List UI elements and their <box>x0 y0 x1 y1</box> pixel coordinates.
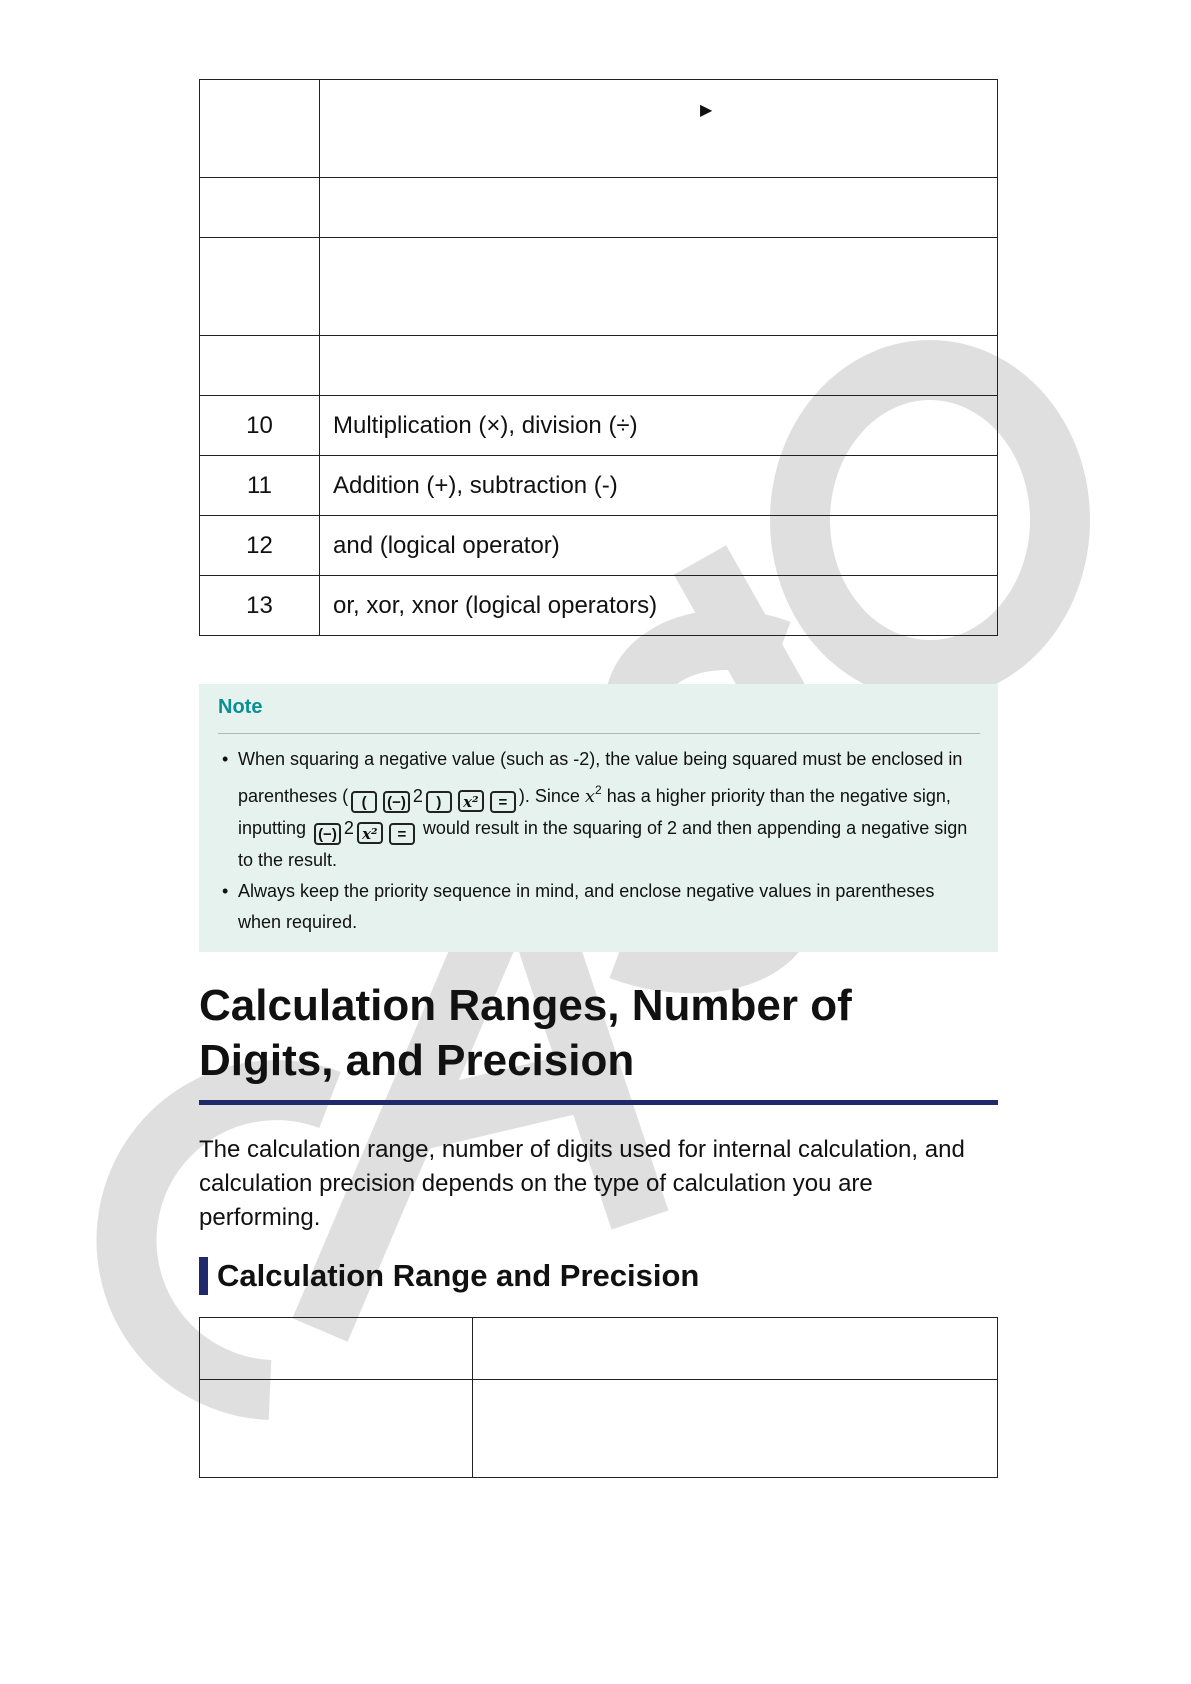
note-title: Note <box>218 696 263 718</box>
priority-number: 10 <box>200 396 320 456</box>
subsection-title: Calculation Range and Precision <box>199 1257 998 1295</box>
open-paren-key-icon: ( <box>351 791 377 813</box>
note-box <box>199 684 998 952</box>
bullet-icon: • <box>222 749 229 769</box>
note-list <box>218 744 980 938</box>
note-item: • When squaring a negative value (such as -2), the value being squared must be enclosed in parentheses ( ( (−) 2 ) x² = ). Since $x^2$ has a higher priority than the negative sign, inputting (−) 2 x² = would result in the squaring of 2 and then appending a negative sign to the result. <box>218 744 980 876</box>
table-row <box>200 396 998 456</box>
table-row <box>200 456 998 516</box>
range-table <box>199 1317 998 1478</box>
table-row <box>200 336 998 396</box>
exponent: 2 <box>595 783 602 797</box>
note-item: • Always keep the priority sequence in mind, and enclose negative values in parentheses when required. <box>218 876 980 938</box>
negative-key-icon: (−) <box>314 823 341 845</box>
table-row <box>200 516 998 576</box>
table-row <box>200 1318 998 1380</box>
section-title: Calculation Ranges, Number of Digits, and Precision <box>199 981 852 1085</box>
note-divider <box>218 733 980 734</box>
priority-description <box>320 178 998 238</box>
variable-x: x <box>584 786 596 807</box>
priority-number <box>200 336 320 396</box>
priority-description: and (logical operator) <box>320 516 998 576</box>
priority-number: 11 <box>200 456 320 516</box>
priority-description: Multiplication (×), division (÷) <box>320 396 998 456</box>
play-triangle-icon: ▶ <box>700 102 713 119</box>
section-title-underline <box>199 1100 998 1105</box>
range-label <box>200 1380 473 1478</box>
table-row <box>200 1380 998 1478</box>
priority-number <box>200 178 320 238</box>
priority-number <box>200 238 320 336</box>
section-intro: The calculation range, number of digits used for internal calculation, and calculation precision depends on the type of calculation you are performing. <box>199 1136 965 1231</box>
priority-number <box>200 80 320 178</box>
priority-description: Addition (+), subtraction (-) <box>320 456 998 516</box>
priority-table <box>199 79 998 636</box>
page-content <box>199 79 998 1478</box>
priority-description <box>320 80 998 178</box>
table-row <box>200 178 998 238</box>
square-key-icon: x² <box>357 822 383 844</box>
priority-description <box>320 336 998 396</box>
table-row <box>200 238 998 336</box>
range-label <box>200 1318 473 1380</box>
priority-number: 13 <box>200 576 320 636</box>
priority-number: 12 <box>200 516 320 576</box>
equals-key-icon: = <box>389 823 415 845</box>
negative-key-icon: (−) <box>383 791 410 813</box>
equals-key-icon: = <box>490 791 516 813</box>
bullet-icon: • <box>222 881 229 901</box>
close-paren-key-icon: ) <box>426 791 452 813</box>
priority-description <box>320 238 998 336</box>
table-row <box>200 80 998 178</box>
priority-description: or, xor, xnor (logical operators) <box>320 576 998 636</box>
range-value <box>473 1380 998 1478</box>
square-key-icon: x² <box>458 790 484 812</box>
range-value <box>473 1318 998 1380</box>
table-row <box>200 576 998 636</box>
